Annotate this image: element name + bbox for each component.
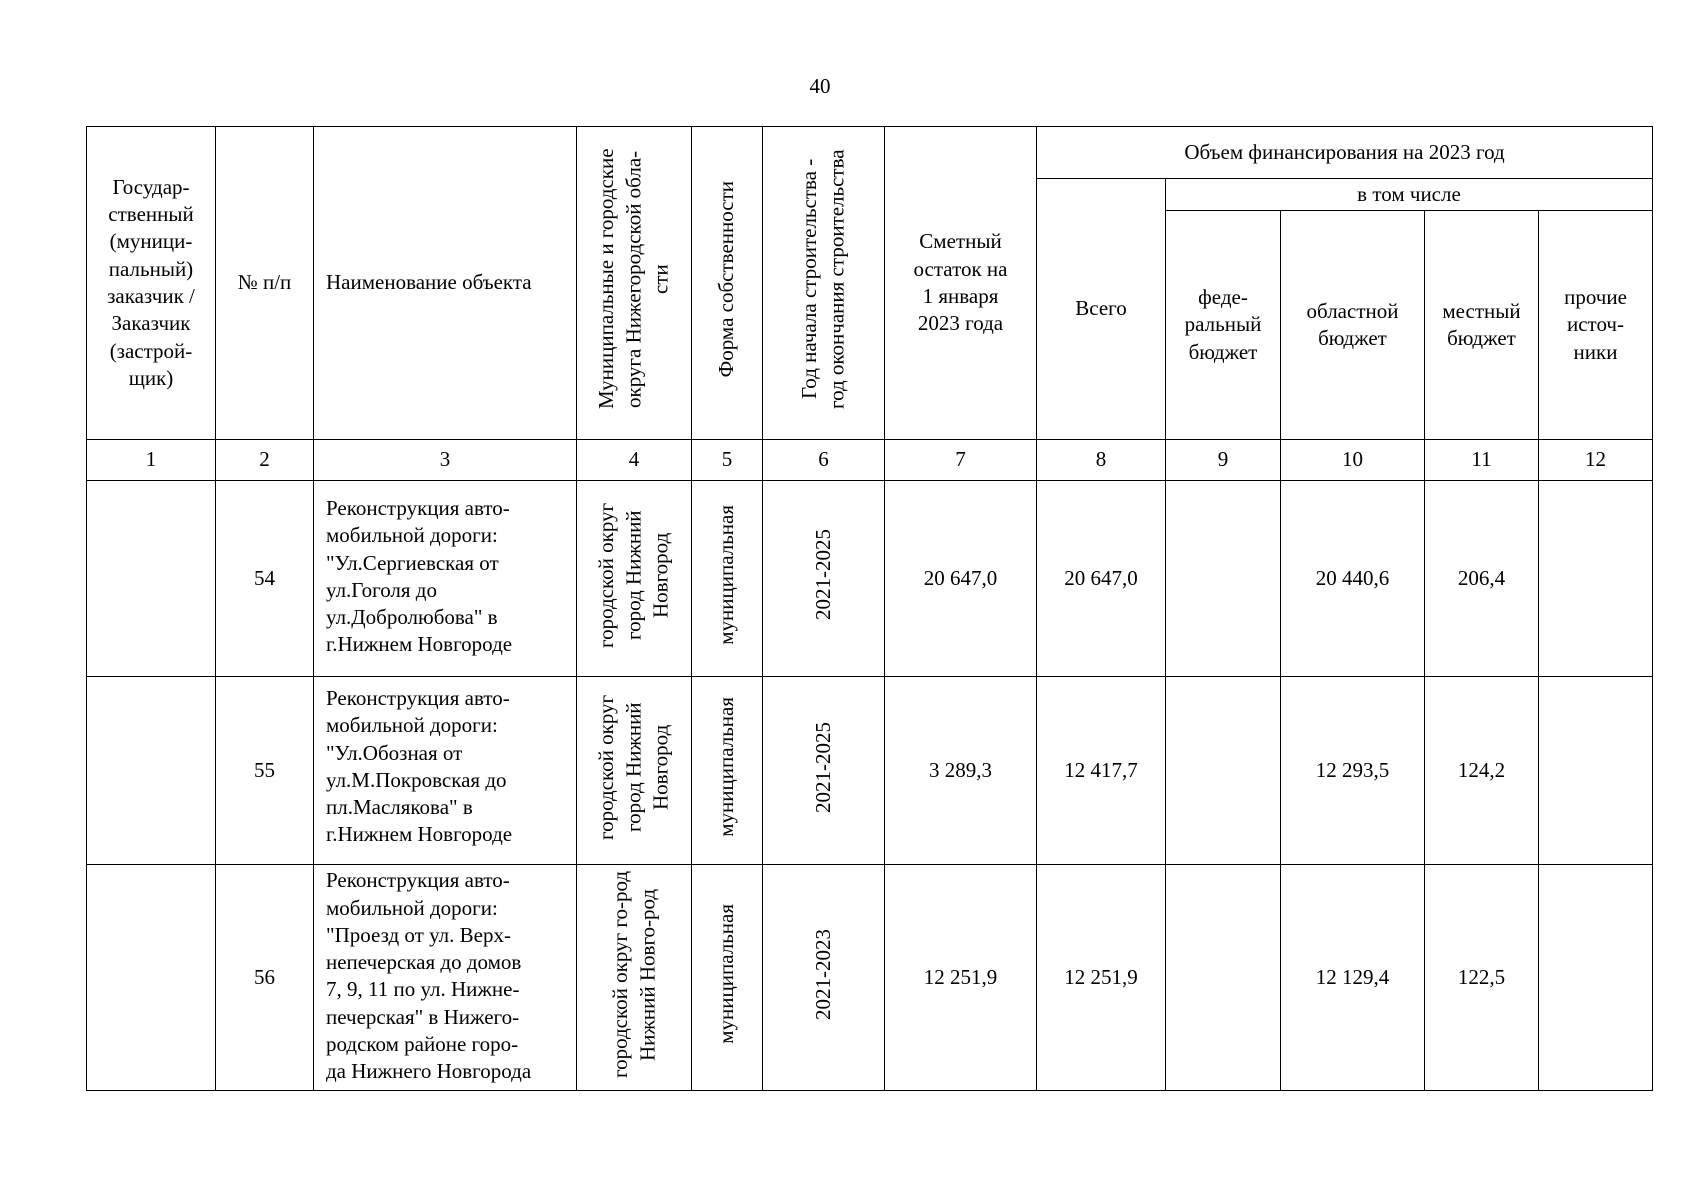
column-number: 10 — [1281, 440, 1425, 481]
row-object-name: Реконструкция авто- мобильной дороги: "Ул.Обозная от ул.М.Покровская до пл.Маслякова" в г.Нижнем Новгороде — [314, 677, 577, 865]
row-ownership: муниципальная — [692, 481, 763, 677]
row-regional: 20 440,6 — [1281, 481, 1425, 677]
row-regional: 12 129,4 — [1281, 865, 1425, 1091]
row-estimate-balance: 3 289,3 — [885, 677, 1037, 865]
row-years: 2021-2023 — [763, 865, 885, 1091]
row-number: 55 — [216, 677, 314, 865]
row-customer — [87, 481, 216, 677]
row-municipality: городской округ город Нижний Новгород — [577, 481, 692, 677]
header-including: в том числе — [1166, 179, 1653, 211]
header-local: местный бюджет — [1425, 211, 1539, 440]
column-numbers-row — [87, 440, 1653, 481]
table-row — [87, 481, 1653, 677]
row-customer — [87, 677, 216, 865]
row-total: 12 251,9 — [1037, 865, 1166, 1091]
row-federal — [1166, 865, 1281, 1091]
row-other — [1539, 865, 1653, 1091]
column-number: 2 — [216, 440, 314, 481]
table-row — [87, 865, 1653, 1091]
header-object-name: Наименование объекта — [314, 127, 577, 440]
row-years: 2021-2025 — [763, 481, 885, 677]
row-object-name: Реконструкция авто- мобильной дороги: "Ул.Сергиевская от ул.Гоголя до ул.Добролюбова" в г.Нижнем Новгороде — [314, 481, 577, 677]
row-local: 206,4 — [1425, 481, 1539, 677]
column-number: 4 — [577, 440, 692, 481]
row-number: 54 — [216, 481, 314, 677]
header-regional: областной бюджет — [1281, 211, 1425, 440]
header-years: Год начала строительства - год окончания строительства — [763, 127, 885, 440]
table-row — [87, 677, 1653, 865]
column-number: 12 — [1539, 440, 1653, 481]
row-federal — [1166, 481, 1281, 677]
column-number: 5 — [692, 440, 763, 481]
row-municipality: городской округ го-род Нижний Новго-род — [577, 865, 692, 1091]
row-local: 122,5 — [1425, 865, 1539, 1091]
row-number: 56 — [216, 865, 314, 1091]
column-number: 1 — [87, 440, 216, 481]
header-estimate-balance: Сметный остаток на 1 января 2023 года — [885, 127, 1037, 440]
column-number: 11 — [1425, 440, 1539, 481]
column-number: 8 — [1037, 440, 1166, 481]
header-ownership: Форма собственности — [692, 127, 763, 440]
row-local: 124,2 — [1425, 677, 1539, 865]
row-estimate-balance: 12 251,9 — [885, 865, 1037, 1091]
header-municipality: Муниципальные и городские округа Нижегородской обла-сти — [577, 127, 692, 440]
header-other: прочие источ- ники — [1539, 211, 1653, 440]
header-federal: феде- ральный бюджет — [1166, 211, 1281, 440]
header-total: Всего — [1037, 179, 1166, 440]
row-years: 2021-2025 — [763, 677, 885, 865]
financing-table — [86, 126, 1652, 1086]
row-total: 12 417,7 — [1037, 677, 1166, 865]
row-total: 20 647,0 — [1037, 481, 1166, 677]
row-other — [1539, 481, 1653, 677]
column-number: 7 — [885, 440, 1037, 481]
row-object-name: Реконструкция авто- мобильной дороги: "Проезд от ул. Верх- непечерская до домов 7, 9, 11 по ул. Нижне- печерская" в Нижего- родском районе горо- да Нижнего Новгорода — [314, 865, 577, 1091]
row-ownership: муниципальная — [692, 677, 763, 865]
column-number: 9 — [1166, 440, 1281, 481]
header-financing-title: Объем финансирования на 2023 год — [1037, 127, 1653, 179]
row-estimate-balance: 20 647,0 — [885, 481, 1037, 677]
header-customer: Государ- ственный (муници- пальный) заказчик / Заказчик (застрой- щик) — [87, 127, 216, 440]
row-ownership: муниципальная — [692, 865, 763, 1091]
row-regional: 12 293,5 — [1281, 677, 1425, 865]
row-customer — [87, 865, 216, 1091]
column-number: 6 — [763, 440, 885, 481]
row-municipality: городской округ город Нижний Новгород — [577, 677, 692, 865]
row-other — [1539, 677, 1653, 865]
page-number: 40 — [809, 74, 831, 98]
row-federal — [1166, 677, 1281, 865]
header-number: № п/п — [216, 127, 314, 440]
column-number: 3 — [314, 440, 577, 481]
